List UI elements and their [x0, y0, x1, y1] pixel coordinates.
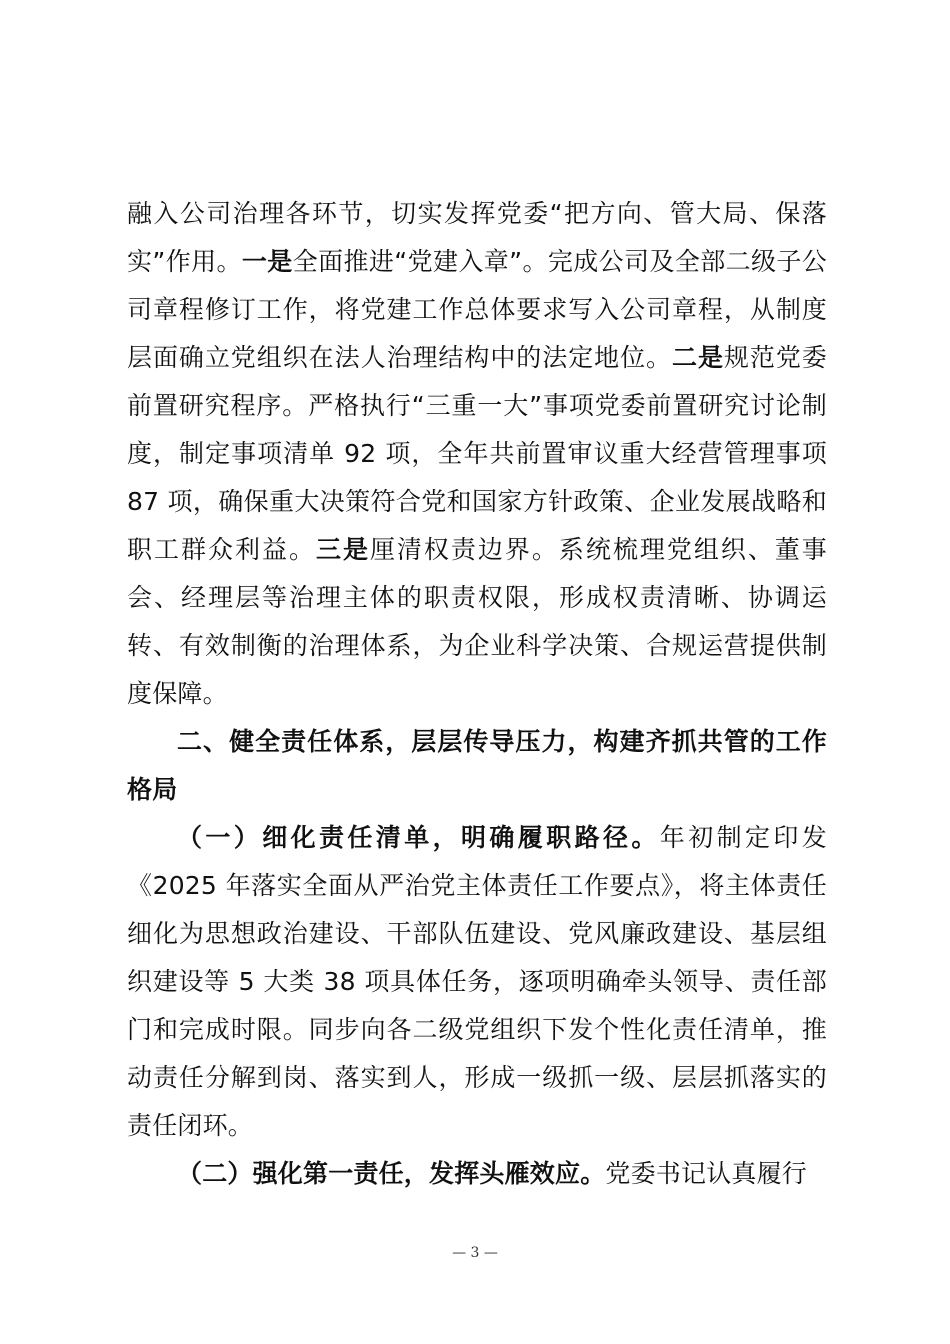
- paragraph-text: 融入公司治理各环节，切实发挥党委“把方向、管大局、保落实”作用。: [127, 199, 827, 276]
- paragraph-text: 厘清权责边界。系统梳理党组织、董事会、经理层等治理主体的职责权限，形成权责清晰、协调运转、有效制衡的治理体系，为企业科学决策、合规运营提供制度保障。: [127, 535, 827, 708]
- bold-keyword: 一是: [241, 247, 293, 276]
- document-body: [127, 190, 827, 1198]
- paragraph-text: 年初制定印发《2025 年落实全面从严治党主体责任工作要点》，将主体责任细化为思想政治建设、干部队伍建设、党风廉政建设、基层组织建设等 5 大类 38 项具体任务，逐项明确牵头领导、责任部门和完成时限。同步向各二级党组织下发个性化责任清单，推动责任分解到岗、落实到人，形成一级抓一级、层层抓落实的责任闭环。: [127, 823, 827, 1140]
- section-heading-2: 二、健全责任体系，层层传导压力，构建齐抓共管的工作格局: [127, 727, 827, 804]
- paragraph-text: 全面推进“党建入章”。完成公司及全部二级子公司章程修订工作，将党建工作总体要求写入公司章程，从制度层面确立党组织在法人治理结构中的法定地位。: [127, 247, 827, 372]
- subheading: （二）强化第一责任，发挥头雁效应。: [177, 1159, 606, 1188]
- bold-keyword: 二是: [672, 343, 724, 372]
- paragraph-first-responsibility: [127, 1150, 827, 1198]
- bold-keyword: 三是: [315, 535, 370, 564]
- paragraph-responsibility-list: [127, 814, 827, 1150]
- paragraph-text: 规范党委前置研究程序。严格执行“三重一大”事项党委前置研究讨论制度，制定事项清单 92 项，全年共前置审议重大经营管理事项 87 项，确保重大决策符合党和国家方针政策、企业发展战略和职工群众利益。: [127, 343, 827, 564]
- page-number: — 3 —: [452, 1245, 498, 1261]
- paragraph-party-committee-leadership: [127, 190, 827, 718]
- paragraph-text: 党委书记认真履行: [605, 1159, 808, 1188]
- subheading: （一）细化责任清单，明确履职路径。: [177, 823, 660, 852]
